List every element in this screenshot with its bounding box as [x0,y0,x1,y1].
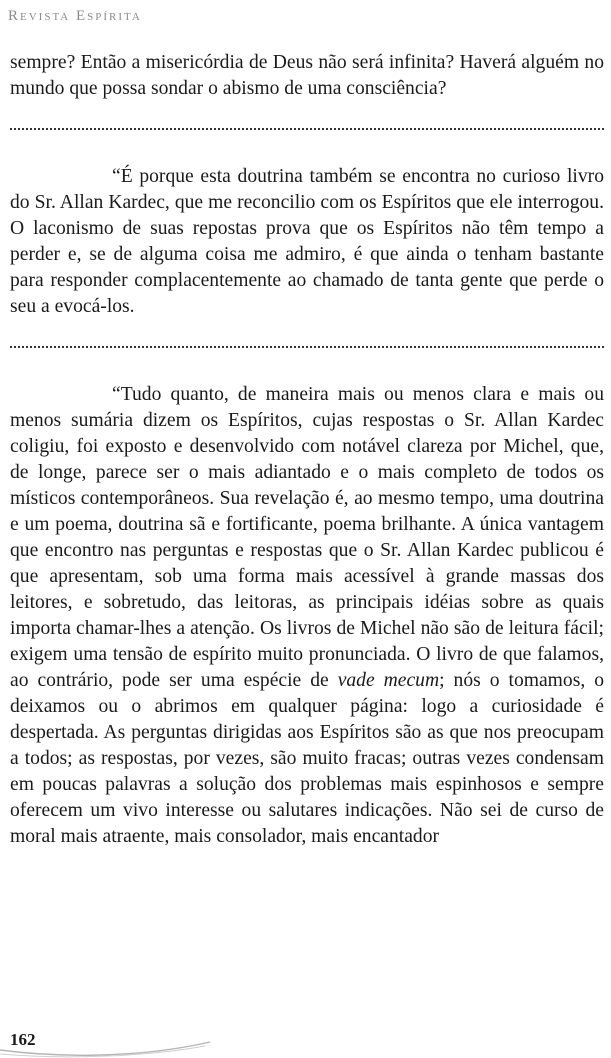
page-body [10,50,604,850]
dotted-separator-1 [10,128,604,130]
paragraph-2: “É porque esta doutrina também se encontra no curioso livro do Sr. Allan Kardec, que me reconcilio com os Espíritos que ele interrogou. O laconismo de suas repostas prova que os Espíritos não têm tempo a perder e, se de alguma coisa me admiro, é que ainda o tenham bastante para responder complacentemente ao chamado de tanta gente que perde o seu a evocá-los. [10,166,604,317]
italic-phrase: vade mecum [337,670,440,691]
dotted-separator-2 [10,346,604,348]
running-header: Revista Espírita [8,8,142,24]
paragraph-3-part-2: ; nós o tomamos, o deixamos ou o abrimos em qualquer página: logo a curiosidade é despertada. As perguntas dirigidas aos Espíritos são as que nos preocupam a todos; as respostas, por vezes, são muito fracas; outras vezes condensam em poucas palavras a solução dos problemas mais espinhosos e sempre oferecem um vivo interesse ou salutares indicações. Não sei de curso de moral mais atraente, mais consolador, mais encantador [10,670,604,847]
paragraph-3-part-1: “Tudo quanto, de maneira mais ou menos clara e mais ou menos sumária dizem os Espíritos, cujas respostas o Sr. Allan Kardec coligiu, foi exposto e desenvolvido com notável clareza por Michel, que, de longe, parece ser o mais adiantado e o mais completo de todos os místicos contemporâneos. Sua revelação é, ao mesmo tempo, uma doutrina e um poema, doutrina sã e fortificante, poema brilhante. A única vantagem que encontro nas perguntas e respostas que o Sr. Allan Kardec publicou é que apresentam, sob uma forma mais acessível à grande massas dos leitores, e sobretudo, das leitoras, as principais idéias sobre as quais importa chamar-lhes a atenção. Os livros de Michel não são de leitura fácil; exigem uma tensão de espírito muito pronunciada. O livro de que falamos, ao contrário, pode ser uma espécie de [10,384,604,691]
page-number: 162 [10,1030,36,1049]
paragraph-1: sempre? Então a misericórdia de Deus não será infinita? Haverá alguém no mundo que possa sondar o abismo de uma consciência? [10,52,604,99]
paragraph-3 [10,382,604,850]
